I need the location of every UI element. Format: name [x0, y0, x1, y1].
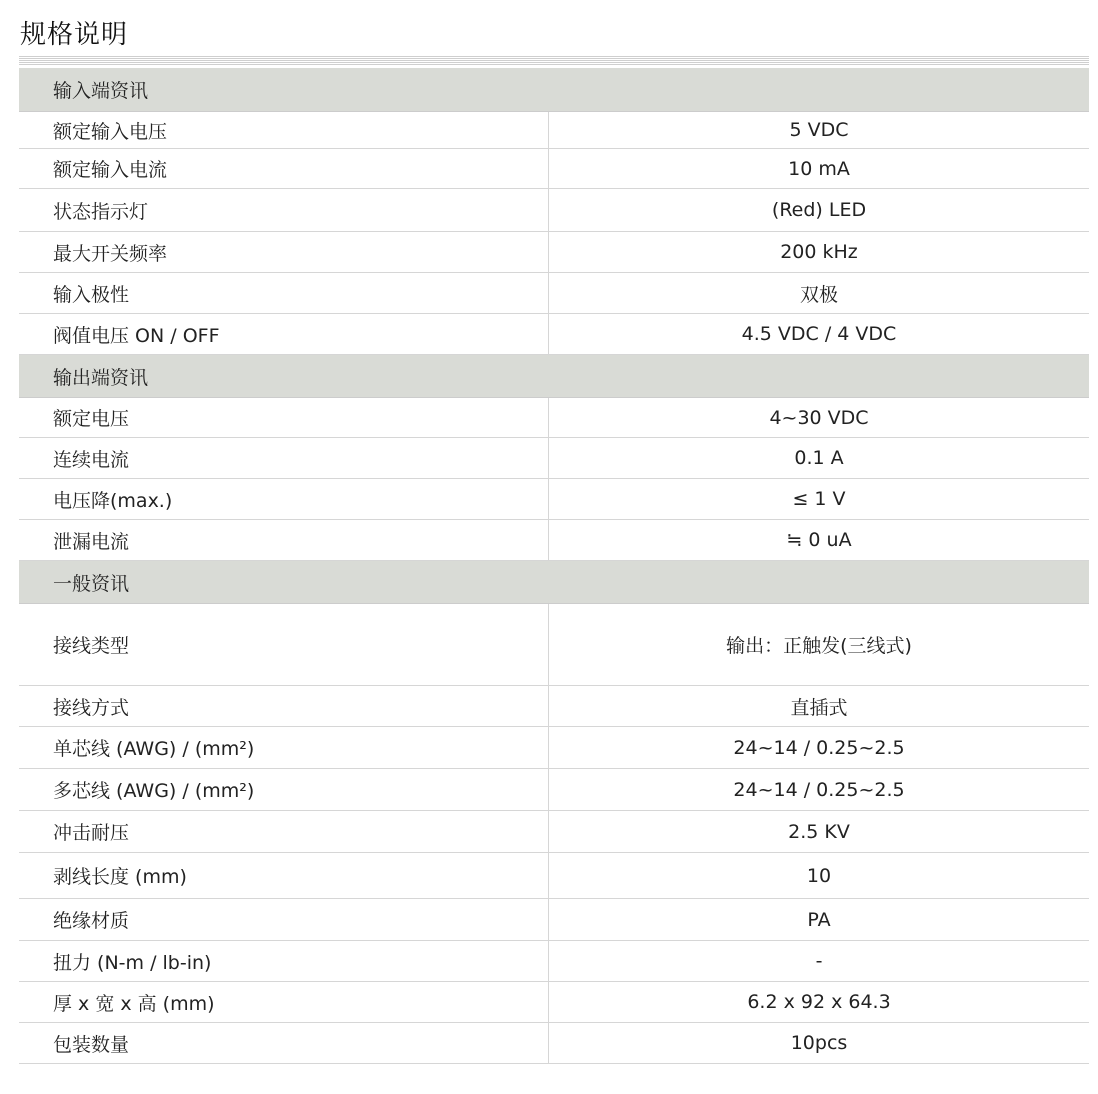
table-row: [19, 811, 1089, 853]
row-value: 10 mA: [788, 157, 850, 180]
row-value: 200 kHz: [780, 241, 858, 263]
row-label: 扭力 (N-m / lb-in): [19, 941, 549, 981]
row-value: PA: [807, 908, 831, 931]
row-value: 2.5 KV: [788, 820, 850, 843]
row-label: 厚 x 宽 x 高 (mm): [19, 982, 549, 1022]
table-row: [19, 853, 1089, 899]
table-row: [19, 520, 1089, 561]
row-value: ≒ 0 uA: [786, 529, 852, 551]
row-value: 0.1 A: [794, 447, 844, 469]
row-value: ≤ 1 V: [792, 488, 846, 510]
table-row: [19, 232, 1089, 273]
table-row: [19, 1023, 1089, 1064]
row-label: 泄漏电流: [19, 520, 549, 560]
section-header-general: 一般资讯: [19, 561, 1089, 604]
table-row: [19, 604, 1089, 686]
row-value: 4.5 VDC / 4 VDC: [741, 323, 897, 345]
row-label: 冲击耐压: [19, 811, 549, 852]
row-value: 10: [806, 864, 832, 887]
row-label: 包装数量: [19, 1023, 549, 1063]
row-value: (Red) LED: [771, 199, 867, 221]
row-label: 状态指示灯: [19, 189, 549, 231]
table-row: [19, 149, 1089, 189]
row-value: 4~30 VDC: [769, 406, 869, 429]
row-label: 接线方式: [19, 686, 549, 726]
table-row: [19, 314, 1089, 355]
row-value: 5 VDC: [789, 119, 849, 141]
row-label: 额定输入电流: [19, 149, 549, 188]
row-value: 6.2 x 92 x 64.3: [747, 991, 891, 1013]
table-row: [19, 899, 1089, 941]
row-value: 24~14 / 0.25~2.5: [733, 778, 905, 801]
row-label: 阀值电压 ON / OFF: [19, 314, 549, 354]
table-row: [19, 769, 1089, 811]
table-row: [19, 479, 1089, 520]
row-value: 输出：正触发(三线式): [726, 635, 912, 657]
table-row: [19, 112, 1089, 149]
table-row: [19, 941, 1089, 982]
title-divider: [19, 56, 1089, 66]
row-label: 多芯线 (AWG) / (mm²): [19, 769, 549, 810]
row-label: 输入极性: [19, 273, 549, 313]
row-value: 10pcs: [790, 1032, 848, 1054]
section-header-output: 输出端资讯: [19, 355, 1089, 398]
row-value: 双极: [799, 283, 838, 306]
page-title: 规格说明: [20, 20, 129, 50]
row-value: -: [815, 950, 823, 972]
row-label: 单芯线 (AWG) / (mm²): [19, 727, 549, 768]
row-label: 额定输入电压: [19, 112, 549, 148]
row-label: 最大开关频率: [19, 232, 549, 272]
row-label: 接线类型: [19, 604, 549, 685]
table-row: [19, 438, 1089, 479]
table-row: [19, 727, 1089, 769]
section-header-input: 输入端资讯: [19, 68, 1089, 112]
table-row: [19, 398, 1089, 438]
row-label: 绝缘材质: [19, 899, 549, 940]
row-label: 剥线长度 (mm): [19, 853, 549, 898]
spec-table: [19, 68, 1089, 1064]
table-row: [19, 982, 1089, 1023]
row-label: 连续电流: [19, 438, 549, 478]
table-row: [19, 686, 1089, 727]
row-value: 直插式: [790, 696, 848, 719]
table-row: [19, 273, 1089, 314]
row-label: 额定电压: [19, 398, 549, 437]
table-row: [19, 189, 1089, 232]
row-value: 24~14 / 0.25~2.5: [733, 736, 905, 759]
row-label: 电压降(max.): [19, 479, 549, 519]
